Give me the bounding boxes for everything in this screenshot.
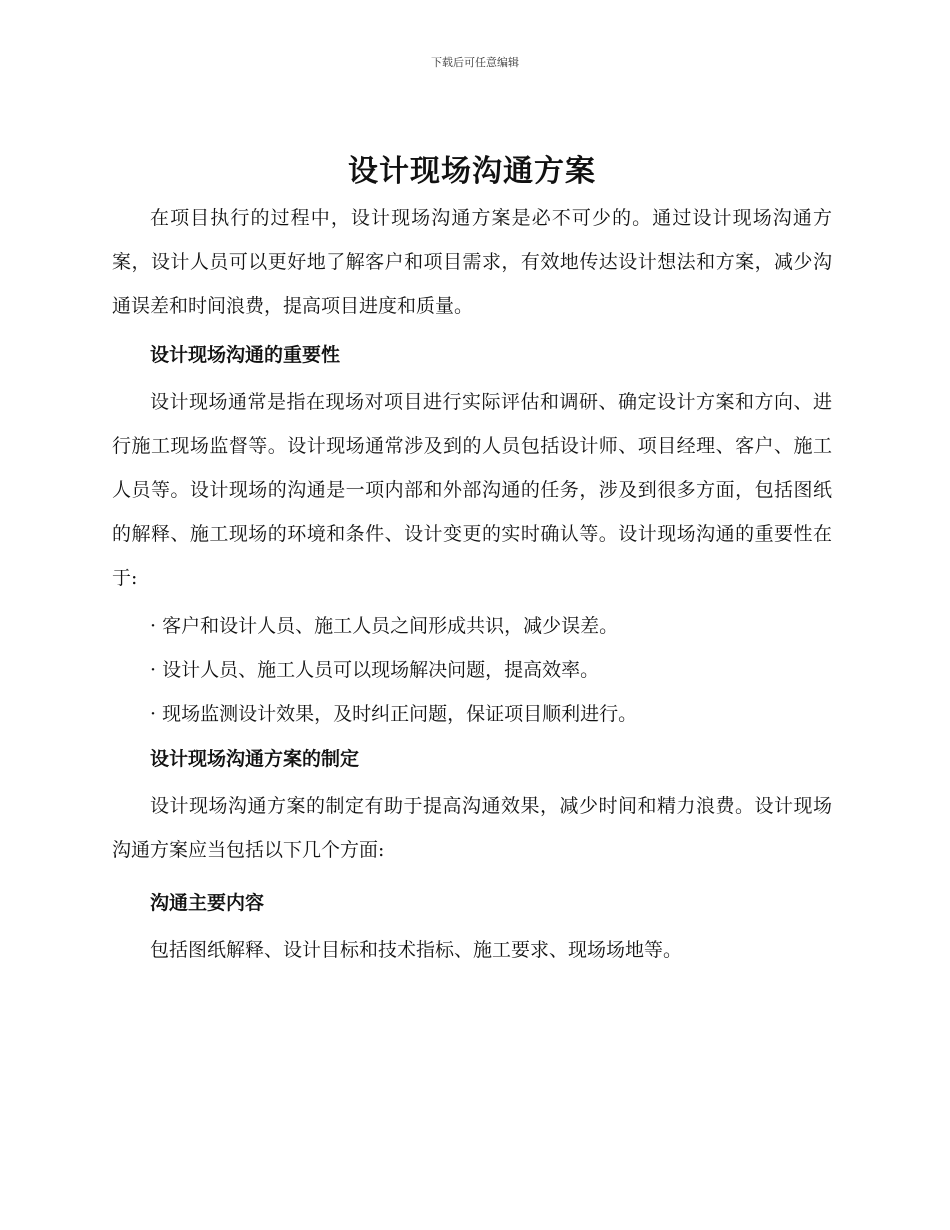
header-note: 下载后可任意编辑 xyxy=(431,56,519,69)
section-heading-importance: 设计现场沟通的重要性 xyxy=(150,344,341,366)
intro-paragraph: 在项目执行的过程中，设计现场沟通方案是必不可少的。通过设计现场沟通方案，设计人员可以更好地了解客户和项目需求，有效地传达设计想法和方案，减少沟通误差和时间浪费，提高项目进度和质量。 xyxy=(112,207,832,317)
bullet-item: · 设计人员、施工人员可以现场解决问题，提高效率。 xyxy=(150,659,600,681)
importance-paragraph: 设计现场通常是指在现场对项目进行实际评估和调研、确定设计方案和方向、进行施工现场监督等。设计现场通常涉及到的人员包括设计师、项目经理、客户、施工人员等。设计现场的沟通是一项内部和外部沟通的任务，涉及到很多方面，包括图纸的解释、施工现场的环境和条件、设计变更的实时确认等。设计现场沟通的重要性在于: xyxy=(112,391,832,589)
bullet-item: · 客户和设计人员、施工人员之间形成共识，减少误差。 xyxy=(150,615,619,637)
section-heading-content: 沟通主要内容 xyxy=(150,892,265,914)
bullet-item: · 现场监测设计效果，及时纠正问题，保证项目顺利进行。 xyxy=(150,703,638,725)
document-title: 设计现场沟通方案 xyxy=(348,154,596,189)
section-heading-plan: 设计现场沟通方案的制定 xyxy=(150,748,360,770)
document-content xyxy=(112,148,832,972)
plan-paragraph: 设计现场沟通方案的制定有助于提高沟通效果，减少时间和精力浪费。设计现场沟通方案应当包括以下几个方面: xyxy=(112,795,832,861)
content-paragraph: 包括图纸解释、设计目标和技术指标、施工要求、现场场地等。 xyxy=(150,939,683,961)
